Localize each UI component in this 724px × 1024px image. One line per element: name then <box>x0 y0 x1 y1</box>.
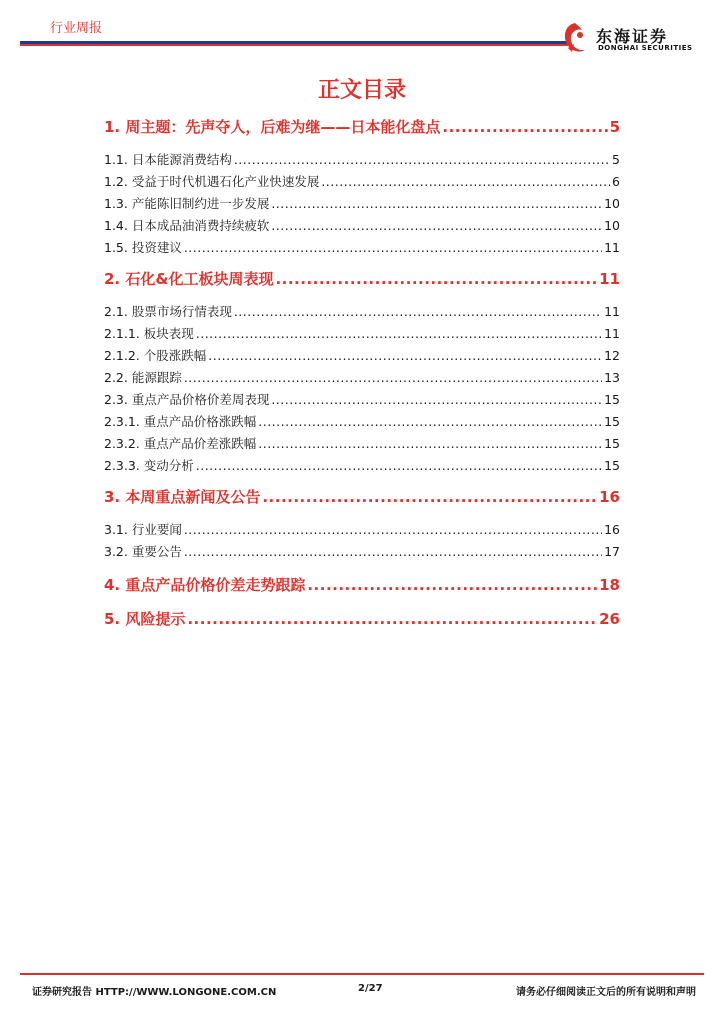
toc-dot-leader <box>184 370 602 385</box>
toc-entry-label: 5. 风险提示 <box>104 610 186 628</box>
toc-entry-label: 2.3.1. 重点产品价格涨跌幅 <box>104 414 257 429</box>
toc-dot-leader <box>258 436 602 451</box>
toc-entry[interactable] <box>104 412 620 430</box>
toc-dot-leader <box>184 522 602 537</box>
logo-english-name: DONGHAI SECURITIES <box>598 44 693 52</box>
toc-entry[interactable] <box>104 434 620 452</box>
toc-dot-leader <box>184 544 602 559</box>
toc-dot-leader <box>196 326 602 341</box>
toc-dot-leader <box>275 270 597 288</box>
toc-entry-label: 3.2. 重要公告 <box>104 544 182 559</box>
toc-entry[interactable] <box>104 390 620 408</box>
toc-entry-label: 2.3.2. 重点产品价差涨跌幅 <box>104 436 257 451</box>
toc-entry-page: 10 <box>604 218 620 233</box>
toc-entry[interactable] <box>104 608 620 629</box>
toc-entry-page: 5 <box>612 152 620 167</box>
toc-dot-leader <box>307 576 597 594</box>
toc-entry-label: 4. 重点产品价格价差走势跟踪 <box>104 576 306 594</box>
toc-dot-leader <box>321 174 610 189</box>
footer-rule <box>20 973 704 975</box>
toc-dot-leader <box>208 348 602 363</box>
toc-entry-page: 18 <box>599 576 620 594</box>
logo-chinese-name: 东海证券 <box>596 27 669 46</box>
toc-dot-leader <box>442 118 607 136</box>
toc-entry[interactable] <box>104 368 620 386</box>
toc-entry-label: 1.3. 产能陈旧制约进一步发展 <box>104 196 270 211</box>
toc-entry-label: 2. 石化&化工板块周表现 <box>104 270 274 288</box>
toc-entry[interactable] <box>104 238 620 256</box>
toc-entry[interactable] <box>104 346 620 364</box>
dragon-logo-icon <box>560 20 590 56</box>
toc-entry-page: 16 <box>599 488 620 506</box>
toc-entry-page: 11 <box>604 326 620 341</box>
toc-entry-page: 15 <box>604 436 620 451</box>
toc-entry[interactable] <box>104 456 620 474</box>
toc-entry-label: 3.1. 行业要闻 <box>104 522 182 537</box>
toc-entry-page: 6 <box>612 174 620 189</box>
toc-entry-label: 1.1. 日本能源消费结构 <box>104 152 232 167</box>
toc-entry[interactable] <box>104 324 620 342</box>
toc-entry-label: 1. 周主题：先声夺人，后难为继——日本能化盘点 <box>104 118 441 136</box>
toc-entry-page: 16 <box>604 522 620 537</box>
toc-dot-leader <box>262 488 597 506</box>
header-rule-red <box>20 44 568 46</box>
toc-dot-leader <box>271 196 602 211</box>
toc-dot-leader <box>234 304 602 319</box>
toc-entry[interactable] <box>104 150 620 168</box>
footer-disclaimer: 请务必仔细阅读正文后的所有说明和声明 <box>516 987 696 998</box>
toc-dot-leader <box>258 414 602 429</box>
toc-dot-leader <box>271 218 602 233</box>
footer-page-number: 2/27 <box>358 983 383 994</box>
toc-entry[interactable] <box>104 574 620 595</box>
toc-entry[interactable] <box>104 116 620 137</box>
toc-entry-label: 2.1.1. 板块表现 <box>104 326 194 341</box>
toc-entry-label: 2.1.2. 个股涨跌幅 <box>104 348 207 363</box>
toc-entry-label: 2.3.3. 变动分析 <box>104 458 194 473</box>
toc-entry-page: 15 <box>604 414 620 429</box>
toc-entry-page: 12 <box>604 348 620 363</box>
toc-entry[interactable] <box>104 216 620 234</box>
brand-logo <box>560 20 700 56</box>
toc-entry-label: 1.2. 受益于时代机遇石化产业快速发展 <box>104 174 320 189</box>
toc-dot-leader <box>196 458 602 473</box>
toc-entry-page: 13 <box>604 370 620 385</box>
toc-entry[interactable] <box>104 302 620 320</box>
toc-entry[interactable] <box>104 486 620 507</box>
footer-left-text: 证券研究报告 HTTP://WWW.LONGONE.COM.CN <box>32 987 277 998</box>
toc-dot-leader <box>187 610 597 628</box>
toc-title: 正文目录 <box>317 78 406 103</box>
toc-entry-label: 1.5. 投资建议 <box>104 240 182 255</box>
toc-entry-label: 1.4. 日本成品油消费持续疲软 <box>104 218 270 233</box>
toc-entry[interactable] <box>104 542 620 560</box>
toc-dot-leader <box>184 240 602 255</box>
toc-entry-page: 15 <box>604 458 620 473</box>
toc-entry-page: 11 <box>599 270 620 288</box>
toc-entry-page: 11 <box>604 240 620 255</box>
toc-entry-page: 26 <box>599 610 620 628</box>
toc-entry-page: 11 <box>604 304 620 319</box>
toc-entry-page: 10 <box>604 196 620 211</box>
toc-entry-label: 2.3. 重点产品价格价差周表现 <box>104 392 270 407</box>
toc-entry-page: 15 <box>604 392 620 407</box>
toc-entry-page: 5 <box>609 118 620 136</box>
toc-dot-leader <box>271 392 602 407</box>
toc-entry[interactable] <box>104 172 620 190</box>
toc-entry[interactable] <box>104 194 620 212</box>
header-category: 行业周报 <box>50 21 103 36</box>
toc-entry[interactable] <box>104 268 620 289</box>
toc-entry-label: 3. 本周重点新闻及公告 <box>104 488 261 506</box>
toc-entry-label: 2.1. 股票市场行情表现 <box>104 304 232 319</box>
toc-entry-label: 2.2. 能源跟踪 <box>104 370 182 385</box>
toc-entry[interactable] <box>104 520 620 538</box>
toc-entry-page: 17 <box>604 544 620 559</box>
toc-dot-leader <box>234 152 610 167</box>
